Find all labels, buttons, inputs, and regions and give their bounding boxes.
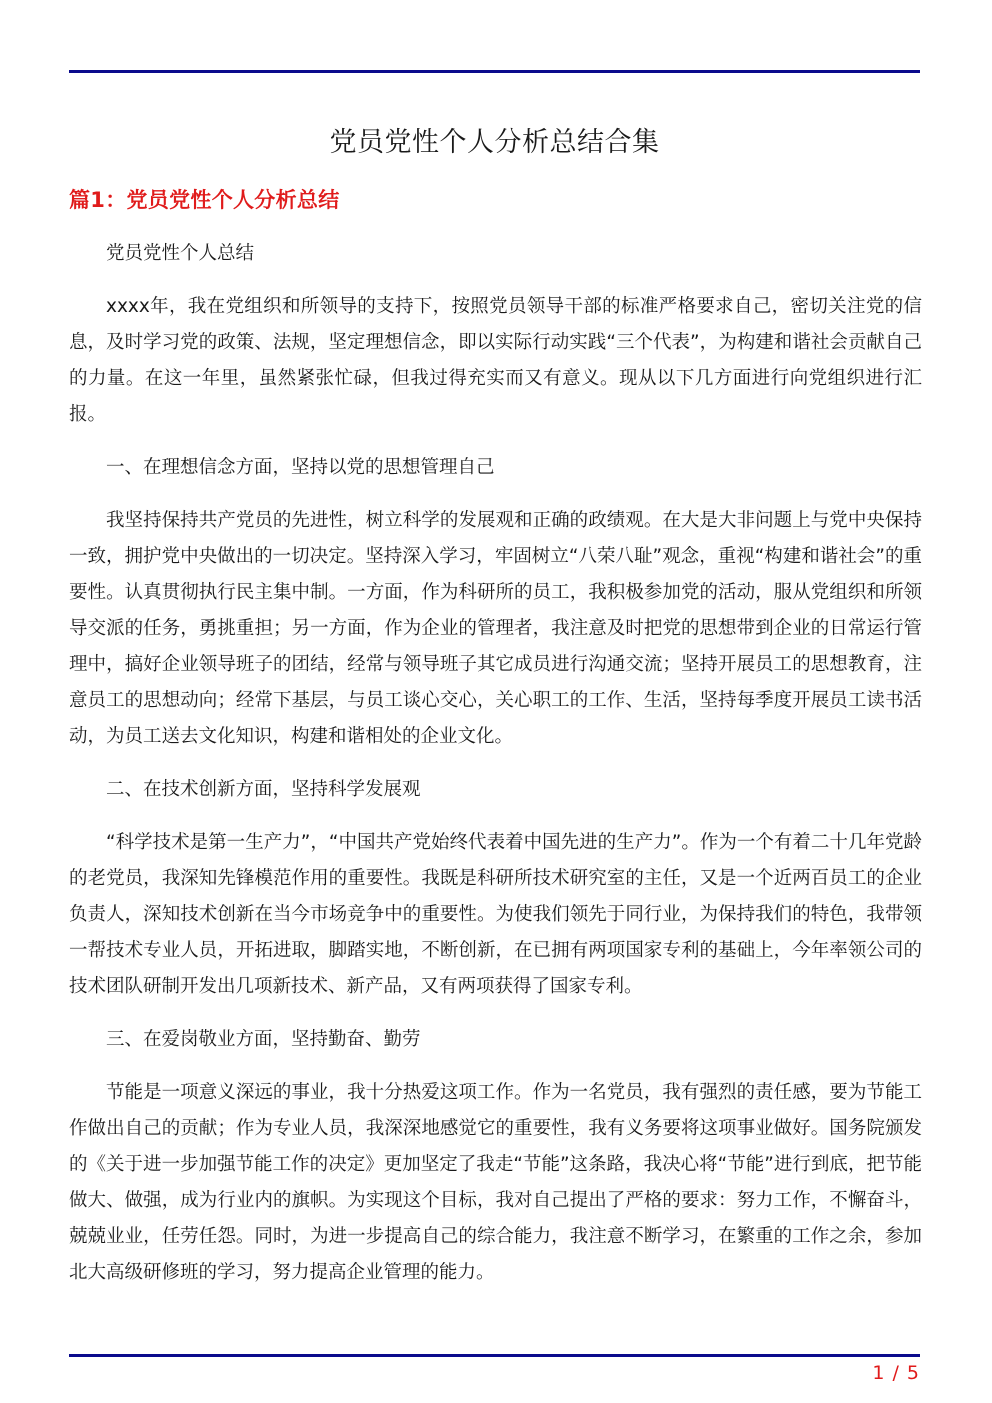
footer-rule [69,1354,920,1357]
paragraph: xxxx年，我在党组织和所领导的支持下，按照党员领导干部的标准严格要求自己，密切关注党的信息，及时学习党的政策、法规，坚定理想信念，即以实际行动实践“三个代表”，为构建和谐社会贡献自己的力量。在这一年里，虽然紧张忙碌，但我过得充实而又有意义。现从以下几方面进行向党组织进行汇报。 [69,296,922,425]
paragraph: 党员党性个人总结 [106,243,255,264]
paragraph: “科学技术是第一生产力”，“中国共产党始终代表着中国先进的生产力”。作为一个有着二十几年党龄的老党员，我深知先锋模范作用的重要性。我既是科研所技术研究室的主任，又是一个近两百员工的企业负责人，深知技术创新在当今市场竞争中的重要性。为使我们领先于同行业，为保持我们的特色，我带领一帮技术专业人员，开拓进取，脚踏实地，不断创新，在已拥有两项国家专利的基础上，今年率领公司的技术团队研制开发出几项新技术、新产品，又有两项获得了国家专利。 [69,832,922,997]
page-title: 党员党性个人分析总结合集 [329,127,660,158]
paragraph: 我坚持保持共产党员的先进性，树立科学的发展观和正确的政绩观。在大是大非问题上与党中央保持一致，拥护党中央做出的一切决定。坚持深入学习，牢固树立“八荣八耻”观念，重视“构建和谐社会”的重要性。认真贯彻执行民主集中制。一方面，作为科研所的员工，我积极参加党的活动，服从党组织和所领导交派的任务，勇挑重担；另一方面，作为企业的管理者，我注意及时把党的思想带到企业的日常运行管理中，搞好企业领导班子的团结，经常与领导班子其它成员进行沟通交流；坚持开展员工的思想教育，注意员工的思想动向；经常下基层，与员工谈心交心，关心职工的工作、生活，坚持每季度开展员工读书活动，为员工送去文化知识，构建和谐相处的企业文化。 [69,510,922,747]
header-rule [69,70,920,73]
page-number: 1 / 5 [872,1362,920,1384]
section-heading: 篇1：党员党性个人分析总结 [69,188,340,212]
paragraph: 节能是一项意义深远的事业，我十分热爱这项工作。作为一名党员，我有强烈的责任感，要为节能工作做出自己的贡献；作为专业人员，我深深地感觉它的重要性，我有义务要将这项事业做好。国务院颁发的《关于进一步加强节能工作的决定》更加坚定了我走“节能”这条路，我决心将“节能”进行到底，把节能做大、做强，成为行业内的旗帜。为实现这个目标，我对自己提出了严格的要求：努力工作，不懈奋斗，兢兢业业，任劳任怨。同时，为进一步提高自己的综合能力，我注意不断学习，在繁重的工作之余，参加北大高级研修班的学习，努力提高企业管理的能力。 [69,1082,922,1283]
paragraph-subheading: 三、在爱岗敬业方面，坚持勤奋、勤劳 [106,1029,421,1050]
document-body [69,236,922,1308]
paragraph-subheading: 二、在技术创新方面，坚持科学发展观 [106,779,421,800]
paragraph-subheading: 一、在理想信念方面，坚持以党的思想管理自己 [106,457,495,478]
